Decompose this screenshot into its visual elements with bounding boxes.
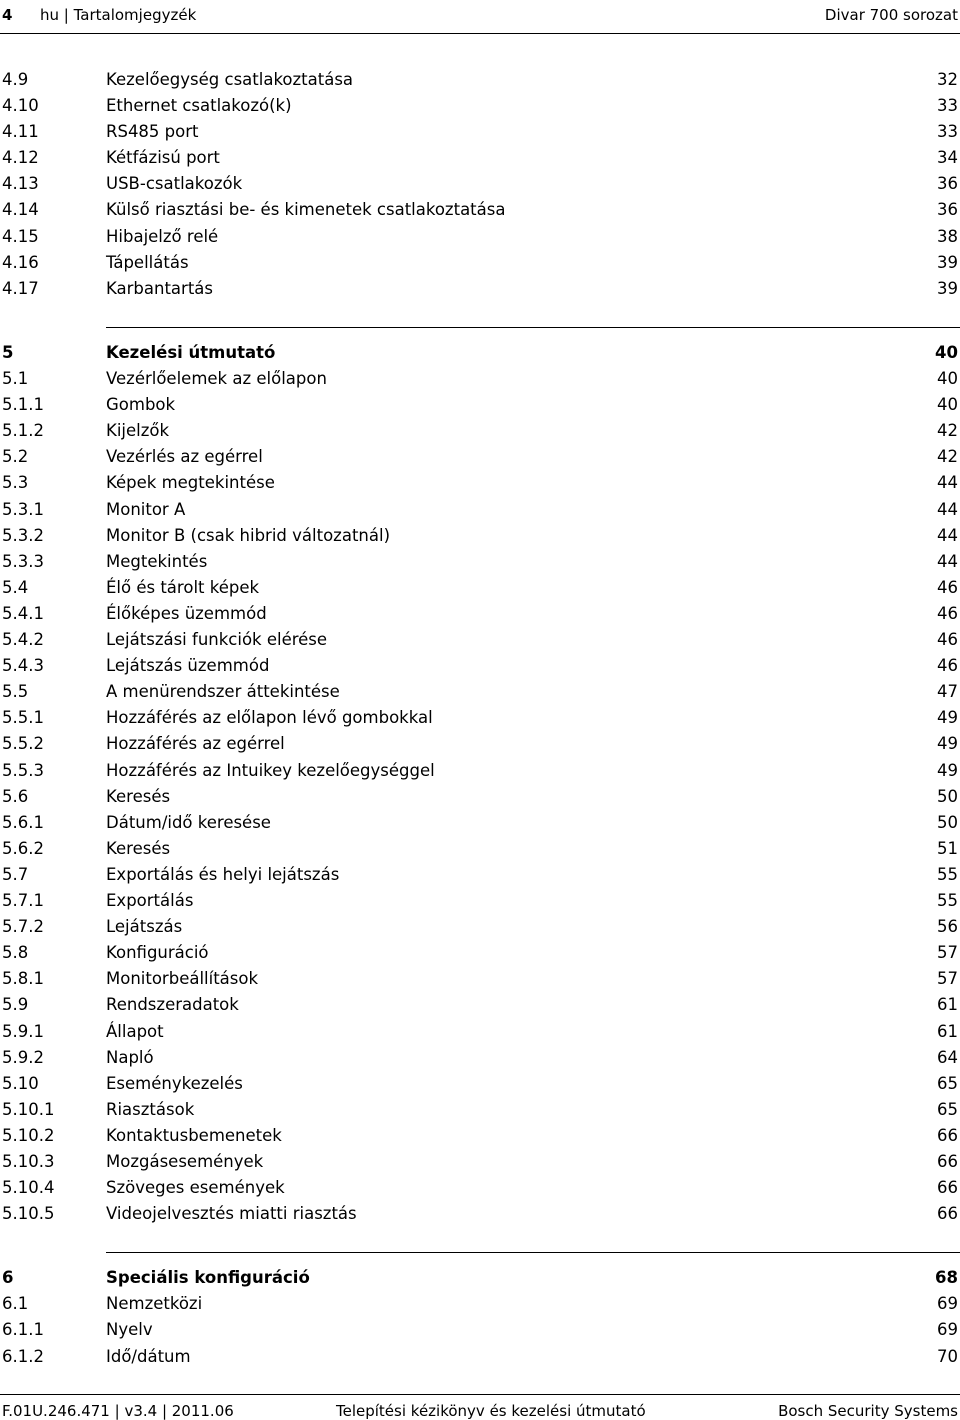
toc-section-title: Exportálás és helyi lejátszás	[106, 865, 340, 884]
toc-section-number: 5.5	[2, 682, 29, 701]
toc-section-number: 4.17	[2, 279, 39, 298]
toc-section-title: Hozzáférés az egérrel	[106, 734, 285, 753]
toc-row[interactable]	[0, 1046, 960, 1070]
toc-page-number: 55	[937, 865, 958, 884]
toc-row[interactable]	[0, 367, 960, 391]
toc-section-number: 5.10.1	[2, 1100, 55, 1119]
toc-page-number: 49	[937, 734, 958, 753]
toc-chapter-row[interactable]	[0, 1266, 960, 1290]
toc-section-number: 5.1.1	[2, 395, 44, 414]
toc-section-number: 5.9.1	[2, 1022, 44, 1041]
toc-section-number: 4.9	[2, 70, 29, 89]
toc-section-title: Élőképes üzemmód	[106, 604, 267, 623]
toc-page-number: 34	[937, 148, 958, 167]
toc-section-title: Exportálás	[106, 891, 194, 910]
toc-section-title: Ethernet csatlakozó(k)	[106, 96, 292, 115]
toc-page-number: 64	[937, 1048, 958, 1067]
toc-section-number: 5.8	[2, 943, 29, 962]
toc-page-number: 61	[937, 1022, 958, 1041]
toc-section-title: Szöveges események	[106, 1178, 285, 1197]
toc-section-title: Nyelv	[106, 1320, 153, 1339]
toc-section-number: 5.1.2	[2, 421, 44, 440]
toc-section-number: 5.4	[2, 578, 29, 597]
toc-section-number: 5.3	[2, 473, 29, 492]
toc-row[interactable]	[0, 198, 960, 222]
toc-section-number: 5.2	[2, 447, 29, 466]
toc-section-number: 5.7.1	[2, 891, 44, 910]
toc-section-number: 5.5.3	[2, 761, 44, 780]
toc-section-number: 5.4.1	[2, 604, 44, 623]
toc-section-number: 5.4.2	[2, 630, 44, 649]
toc-section-number: 5.10.5	[2, 1204, 55, 1223]
toc-section-title: Kezelőegység csatlakoztatása	[106, 70, 354, 89]
toc-section-title: Rendszeradatok	[106, 995, 239, 1014]
toc-page-number: 42	[937, 421, 958, 440]
toc-page-number: 66	[937, 1178, 958, 1197]
toc-row[interactable]	[0, 251, 960, 275]
toc-row[interactable]	[0, 1124, 960, 1148]
toc-section-number: 5.6	[2, 787, 29, 806]
toc-page-number: 49	[937, 761, 958, 780]
toc-section-title: Kétfázisú port	[106, 148, 220, 167]
chapter-divider	[106, 327, 960, 328]
toc-section-title: Riasztások	[106, 1100, 195, 1119]
toc-section-number: 5	[2, 343, 14, 362]
toc-page-number: 68	[935, 1268, 958, 1287]
toc-row[interactable]	[0, 172, 960, 196]
page-number: 4	[2, 6, 13, 24]
toc-page-number: 66	[937, 1152, 958, 1171]
toc-section-title: Hozzáférés az előlapon lévő gombokkal	[106, 708, 433, 727]
toc-page-number: 33	[937, 96, 958, 115]
toc-section-title: Tápellátás	[106, 253, 189, 272]
toc-row[interactable]	[0, 445, 960, 469]
toc-page-number: 39	[937, 253, 958, 272]
toc-section-title: Állapot	[106, 1022, 164, 1041]
toc-chapter-row[interactable]	[0, 341, 960, 365]
toc-section-title: Gombok	[106, 395, 176, 414]
toc-section-title: Dátum/idő keresése	[106, 813, 271, 832]
toc-row[interactable]	[0, 654, 960, 678]
toc-section-title: Kijelzők	[106, 421, 170, 440]
toc-row[interactable]	[0, 576, 960, 600]
toc-row[interactable]	[0, 785, 960, 809]
toc-section-number: 5.9.2	[2, 1048, 44, 1067]
toc-page-number: 50	[937, 787, 958, 806]
toc-section-title: Külső riasztási be- és kimenetek csatlakoztatása	[106, 200, 506, 219]
toc-page-number: 38	[937, 227, 958, 246]
toc-section-number: 5.10	[2, 1074, 39, 1093]
document-title: Telepítési kézikönyv és kezelési útmutató	[336, 1402, 646, 1420]
toc-section-title: Karbantartás	[106, 279, 214, 298]
toc-row[interactable]	[0, 225, 960, 249]
toc-page-number: 65	[937, 1100, 958, 1119]
toc-section-title: Idő/dátum	[106, 1347, 191, 1366]
toc-section-title: Hibajelző relé	[106, 227, 219, 246]
toc-section-title: Vezérlőelemek az előlapon	[106, 369, 327, 388]
toc-section-number: 5.5.2	[2, 734, 44, 753]
toc-page-number: 36	[937, 174, 958, 193]
toc-row[interactable]	[0, 550, 960, 574]
toc-page-number: 65	[937, 1074, 958, 1093]
header-divider	[0, 33, 960, 34]
toc-page-number: 44	[937, 552, 958, 571]
toc-section-title: Vezérlés az egérrel	[106, 447, 263, 466]
toc-row[interactable]	[0, 1020, 960, 1044]
toc-row[interactable]	[0, 498, 960, 522]
toc-section-title: Monitor A	[106, 500, 186, 519]
toc-section-number: 4.16	[2, 253, 39, 272]
toc-row[interactable]	[0, 863, 960, 887]
toc-section-title: RS485 port	[106, 122, 199, 141]
toc-page-number: 69	[937, 1294, 958, 1313]
toc-row[interactable]	[0, 1202, 960, 1226]
toc-row[interactable]	[0, 1318, 960, 1342]
toc-page-number: 46	[937, 630, 958, 649]
toc-section-number: 5.3.1	[2, 500, 44, 519]
product-name: Divar 700 sorozat	[824, 6, 958, 24]
toc-section-number: 5.10.4	[2, 1178, 55, 1197]
toc-section-number: 6.1.1	[2, 1320, 44, 1339]
toc-row[interactable]	[0, 628, 960, 652]
toc-section-number: 6	[2, 1268, 14, 1287]
toc-section-title: Lejátszás üzemmód	[106, 656, 270, 675]
page-header	[0, 0, 960, 34]
toc-section-title: Eseménykezelés	[106, 1074, 243, 1093]
toc-row[interactable]	[0, 759, 960, 783]
toc-section-number: 5.7	[2, 865, 29, 884]
toc-page-number: 40	[937, 395, 958, 414]
toc-row[interactable]	[0, 1098, 960, 1122]
toc-row[interactable]	[0, 706, 960, 730]
toc-section-title: Mozgásesemények	[106, 1152, 264, 1171]
chapter-divider	[106, 1252, 960, 1253]
toc-section-title: Videojelvesztés miatti riasztás	[106, 1204, 357, 1223]
toc-section-title: Konfiguráció	[106, 943, 209, 962]
toc-row[interactable]	[0, 967, 960, 991]
toc-page-number: 66	[937, 1126, 958, 1145]
toc-section-title: Keresés	[106, 839, 171, 858]
toc-section-title: Keresés	[106, 787, 171, 806]
toc-row[interactable]	[0, 915, 960, 939]
toc-page-number: 39	[937, 279, 958, 298]
toc-page-number: 70	[937, 1347, 958, 1366]
toc-page-number: 46	[937, 604, 958, 623]
toc-row[interactable]	[0, 146, 960, 170]
toc-section-number: 5.7.2	[2, 917, 44, 936]
toc-row[interactable]	[0, 811, 960, 835]
toc-row[interactable]	[0, 993, 960, 1017]
toc-section-title: Élő és tárolt képek	[106, 578, 260, 597]
document-id: F.01U.246.471 | v3.4 | 2011.06	[2, 1402, 234, 1420]
toc-page-number: 61	[937, 995, 958, 1014]
toc-section-title: Képek megtekintése	[106, 473, 275, 492]
toc-page-number: 56	[937, 917, 958, 936]
toc-section-title: USB-csatlakozók	[106, 174, 243, 193]
toc-page-number: 42	[937, 447, 958, 466]
toc-page-number: 66	[937, 1204, 958, 1223]
toc-section-title: Nemzetközi	[106, 1294, 203, 1313]
toc-page-number: 51	[937, 839, 958, 858]
toc-section-title: Napló	[106, 1048, 154, 1067]
toc-section-title: Megtekintés	[106, 552, 208, 571]
toc-section-title: Hozzáférés az Intuikey kezelőegységgel	[106, 761, 435, 780]
toc-row[interactable]	[0, 277, 960, 301]
toc-page-number: 55	[937, 891, 958, 910]
toc-row[interactable]	[0, 941, 960, 965]
toc-page-number: 40	[937, 369, 958, 388]
toc-section-number: 5.3.3	[2, 552, 44, 571]
toc-section-title: Kezelési útmutató	[106, 343, 276, 362]
toc-section-number: 6.1.2	[2, 1347, 44, 1366]
toc-row[interactable]	[0, 68, 960, 92]
toc-section-number: 4.13	[2, 174, 39, 193]
toc-row[interactable]	[0, 120, 960, 144]
toc-section-number: 5.5.1	[2, 708, 44, 727]
toc-page-number: 44	[937, 473, 958, 492]
toc-section-number: 4.12	[2, 148, 39, 167]
toc-page-number: 57	[937, 969, 958, 988]
toc-section-number: 4.15	[2, 227, 39, 246]
toc-section-title: Monitor B (csak hibrid változatnál)	[106, 526, 391, 545]
toc-page-number: 33	[937, 122, 958, 141]
toc-row[interactable]	[0, 1345, 960, 1369]
toc-section-title: Lejátszás	[106, 917, 183, 936]
toc-row[interactable]	[0, 524, 960, 548]
toc-section-number: 5.9	[2, 995, 29, 1014]
toc-page-number: 69	[937, 1320, 958, 1339]
toc-row[interactable]	[0, 419, 960, 443]
toc-row[interactable]	[0, 1176, 960, 1200]
toc-section-number: 5.6.2	[2, 839, 44, 858]
toc-section-number: 5.6.1	[2, 813, 44, 832]
toc-row[interactable]	[0, 471, 960, 495]
toc-section-title: A menürendszer áttekintése	[106, 682, 340, 701]
toc-page-number: 50	[937, 813, 958, 832]
toc-row[interactable]	[0, 393, 960, 417]
toc-row[interactable]	[0, 732, 960, 756]
toc-page-number: 46	[937, 578, 958, 597]
toc-row[interactable]	[0, 889, 960, 913]
toc-page-number: 44	[937, 526, 958, 545]
toc-page-number: 36	[937, 200, 958, 219]
toc-page-number: 44	[937, 500, 958, 519]
toc-section-number: 5.1	[2, 369, 29, 388]
toc-section-title: Monitorbeállítások	[106, 969, 259, 988]
toc-section-number: 5.4.3	[2, 656, 44, 675]
toc-section-number: 5.3.2	[2, 526, 44, 545]
company-name: Bosch Security Systems	[778, 1402, 958, 1420]
toc-page-number: 46	[937, 656, 958, 675]
toc-row[interactable]	[0, 680, 960, 704]
toc-row[interactable]	[0, 1150, 960, 1174]
toc-section-number: 6.1	[2, 1294, 29, 1313]
toc-section-number: 5.10.2	[2, 1126, 55, 1145]
toc-section-number: 5.8.1	[2, 969, 44, 988]
toc-row[interactable]	[0, 94, 960, 118]
toc-page-number: 57	[937, 943, 958, 962]
toc-page-number: 40	[935, 343, 958, 362]
breadcrumb: hu | Tartalomjegyzék	[40, 6, 197, 24]
toc-row[interactable]	[0, 602, 960, 626]
toc-section-title: Lejátszási funkciók elérése	[106, 630, 328, 649]
toc-page-number: 47	[937, 682, 958, 701]
toc-page-number: 49	[937, 708, 958, 727]
toc-section-number: 5.10.3	[2, 1152, 55, 1171]
toc-section-title: Speciális konfiguráció	[106, 1268, 310, 1287]
toc-section-number: 4.10	[2, 96, 39, 115]
toc-row[interactable]	[0, 1292, 960, 1316]
toc-row[interactable]	[0, 837, 960, 861]
toc-page-number: 32	[937, 70, 958, 89]
toc-section-number: 4.11	[2, 122, 39, 141]
toc-section-number: 4.14	[2, 200, 39, 219]
page-footer	[0, 1394, 960, 1420]
footer-divider	[0, 1394, 960, 1395]
toc-row[interactable]	[0, 1072, 960, 1096]
toc-section-title: Kontaktusbemenetek	[106, 1126, 282, 1145]
